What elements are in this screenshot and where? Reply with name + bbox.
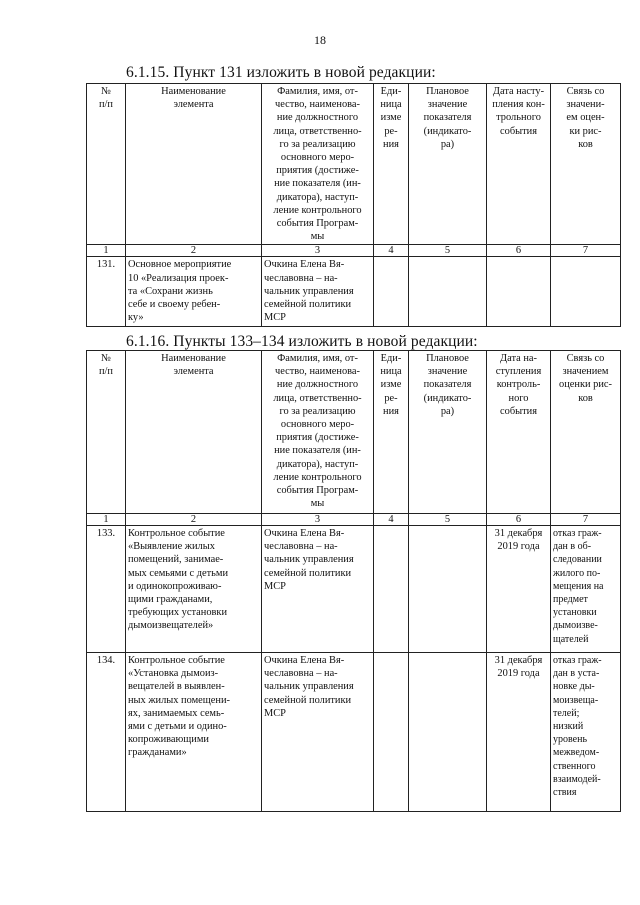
planned-value-cell — [409, 653, 487, 812]
column-number: 4 — [374, 514, 409, 526]
section-heading-6-1-16: 6.1.16. Пункты 133–134 изложить в новой редакции: — [126, 333, 478, 350]
unit-cell — [374, 257, 409, 327]
element-name-cell: Контрольное событие «Выявление жилых помещений, занимае- мых семьями с детьми и одинокопроживаю- щими гражданами, требующих установки дымоизвещателей» — [126, 526, 262, 653]
table-header-row — [87, 84, 621, 245]
event-date-cell: 31 декабря 2019 года — [487, 653, 551, 812]
col-header-planned-value: Плановое значение показателя (индикато- ра) — [409, 351, 487, 514]
column-number: 6 — [487, 514, 551, 526]
column-number: 7 — [551, 514, 621, 526]
element-name-cell: Основное мероприятие 10 «Реализация проек- та «Сохрани жизнь себе и своему ребен- ку» — [126, 257, 262, 327]
col-header-number: № п/п — [87, 84, 126, 245]
col-header-number: № п/п — [87, 351, 126, 514]
table-items-133-134 — [86, 350, 621, 812]
row-number: 131. — [87, 257, 126, 327]
column-number: 4 — [374, 245, 409, 257]
table-header-row — [87, 351, 621, 514]
column-number: 3 — [262, 245, 374, 257]
planned-value-cell — [409, 257, 487, 327]
section-heading-6-1-15: 6.1.15. Пункт 131 изложить в новой редакции: — [126, 64, 436, 81]
col-header-element-name: Наименование элемента — [126, 351, 262, 514]
unit-cell — [374, 526, 409, 653]
table-row — [87, 257, 621, 327]
column-number-row — [87, 514, 621, 526]
planned-value-cell — [409, 526, 487, 653]
col-header-responsible: Фамилия, имя, от- чество, наименова- ние должностного лица, ответственно- го за реализацию основного меро- приятия (достиже- ние показателя (ин- дикатора), наступ- ление контрольного события Програм- мы — [262, 84, 374, 245]
risk-link-cell — [551, 257, 621, 327]
table-row — [87, 653, 621, 812]
responsible-cell: Очкина Елена Вя- чеславовна – на- чальник управления семейной политики МСР — [262, 526, 374, 653]
risk-link-cell: отказ граж- дан в уста- новке ды- моизвеща- телей; низкий уровень межведом- ственного взаимодей- ствия — [551, 653, 621, 812]
risk-link-cell: отказ граж- дан в об- следовании жилого по- мещения на предмет установки дымоизве- щателей — [551, 526, 621, 653]
col-header-unit: Еди- ница изме ре- ния — [374, 84, 409, 245]
column-number-row — [87, 245, 621, 257]
column-number: 1 — [87, 514, 126, 526]
column-number: 2 — [126, 514, 262, 526]
col-header-unit: Еди- ница изме ре- ния — [374, 351, 409, 514]
row-number: 133. — [87, 526, 126, 653]
col-header-risk-link: Связь со значением оценки рис- ков — [551, 351, 621, 514]
table-item-131 — [86, 83, 621, 327]
column-number: 6 — [487, 245, 551, 257]
row-number: 134. — [87, 653, 126, 812]
table-row — [87, 526, 621, 653]
col-header-event-date: Дата насту- пления кон- трольного события — [487, 84, 551, 245]
col-header-event-date: Дата на- ступления контроль- ного события — [487, 351, 551, 514]
event-date-cell: 31 декабря 2019 года — [487, 526, 551, 653]
column-number: 7 — [551, 245, 621, 257]
responsible-cell: Очкина Елена Вя- чеславовна – на- чальник управления семейной политики МСР — [262, 653, 374, 812]
col-header-responsible: Фамилия, имя, от- чество, наименова- ние должностного лица, ответственно- го за реализацию основного меро- приятия (достиже- ние показателя (ин- дикатора), наступ- ление контрольного события Програм- мы — [262, 351, 374, 514]
event-date-cell — [487, 257, 551, 327]
column-number: 5 — [409, 245, 487, 257]
col-header-element-name: Наименование элемента — [126, 84, 262, 245]
column-number: 2 — [126, 245, 262, 257]
column-number: 5 — [409, 514, 487, 526]
col-header-risk-link: Связь со значени- ем оцен- ки рис- ков — [551, 84, 621, 245]
column-number: 3 — [262, 514, 374, 526]
column-number: 1 — [87, 245, 126, 257]
unit-cell — [374, 653, 409, 812]
page-number: 18 — [314, 33, 326, 47]
responsible-cell: Очкина Елена Вя- чеславовна – на- чальник управления семейной политики МСР — [262, 257, 374, 327]
element-name-cell: Контрольное событие «Установка дымоиз- вещателей в выявлен- ных жилых помещени- ях, занимаемых семь- ями с детьми и одино- копроживающими гражданами» — [126, 653, 262, 812]
col-header-planned-value: Плановое значение показателя (индикато- ра) — [409, 84, 487, 245]
